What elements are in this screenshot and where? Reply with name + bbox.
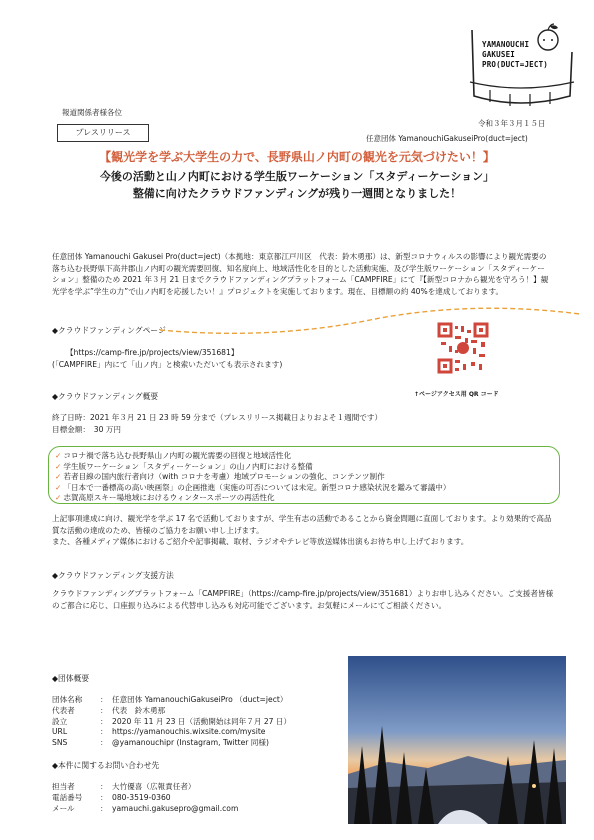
logo-line: GAKUSEI (482, 50, 516, 59)
table-row: 設立 ： 2020 年 11 月 23 日（活動開始は同年７月 27 日） (52, 716, 292, 726)
contact-heading: ◆本件に関するお問い合わせ先 (52, 761, 160, 770)
row-value: 代表 鈴木勇那 (112, 705, 166, 715)
row-key: SNS (52, 738, 68, 748)
row-value-email[interactable]: yamauchi.gakusepro@gmail.com (112, 803, 239, 813)
row-value: 2020 年 11 月 23 日（活動開始は同年７月 27 日） (112, 716, 292, 726)
organization-name: 任意団体 YamanouchiGakuseiPro(duct=ject) (366, 134, 528, 143)
table-row: メール ： yamauchi.gakusepro@gmail.com (52, 803, 239, 813)
row-key: 担当者 (52, 782, 75, 791)
check-icon: ✓ (55, 461, 62, 471)
table-row: 代表者 ： 代表 鈴木勇那 (52, 706, 291, 717)
intro-paragraph: 任意団体 Yamanouchi Gakusei Pro(duct=ject)（本拠地：東京都江戸川区 代表：鈴木勇那）は、新型コロナウィルスの影響により観光需要の落ち込む長野県下高井郡山ノ内町の観光需要回復、知名度向上、地域活性化を目的とした活動実施、及び学生版ワーケーション「スタディーケーション」整備のため 2021 年３月 21 日までクラウドファンディングプラットフォーム「CAMPFIRE」にて『【新型コロナから観光を守ろう！】観光学を学ぶ”学生の力”で山ノ内町を応援したい！』プロジェクトを実施しております。現在、目標額の約 40%を達成しております。 (52, 252, 549, 296)
logo-line: PRO(DUCT=JECT) (482, 60, 549, 69)
goal-item (55, 462, 559, 473)
row-value-url[interactable]: https://yamanouchis.wixsite.com/mysite (112, 727, 266, 737)
release-date: 令和３年３月１５日 (478, 119, 546, 128)
support-heading: ◆クラウドファンディング支援方法 (52, 571, 174, 580)
subtitle-line-2: 整備に向けたクラウドファンディングが残り一週間となりました！ (132, 187, 462, 200)
crowdfunding-url[interactable]: 【https://camp-fire.jp/projects/view/351681】 (66, 348, 239, 357)
press-release-label: プレスリリース (57, 124, 149, 142)
overview-heading: ◆クラウドファンディング概要 (52, 392, 159, 401)
subtitle-line-1: 今後の活動と山ノ内町における学生版ワーケーション「スタディーケーション」 (99, 170, 495, 183)
goal-text: 学生版ワーケーション「スタディーケーション」の山ノ内町における整備 (63, 461, 313, 471)
goal-text: 若者目線の国内旅行者向け（with コロナを考慮）地域プロモーションの強化、コンテンツ制作 (63, 472, 385, 482)
goal-item (55, 493, 559, 504)
row-value: @yamanouchipr (Instagram, Twitter 同様) (112, 738, 269, 748)
row-value: 任意団体 YamanouchiGakuseiPro （duct=ject） (112, 695, 288, 704)
row-key: 電話番号 (52, 792, 83, 802)
goals-list (49, 447, 559, 504)
row-value: 大竹優喜（広報責任者） (112, 782, 196, 791)
recipient: 報道関係者様各位 (62, 108, 122, 117)
search-note: (「CAMPFIRE」内にて「山ノ内」と検索いただいても表示されます) (52, 360, 283, 369)
goal-item (55, 451, 559, 462)
decorative-dashed-curve (150, 300, 590, 340)
goals-box (48, 446, 560, 504)
table-row: 電話番号 ： 080-3519-0360 (52, 793, 238, 804)
end-date: 終了日時：2021 年３月 21 日 23 時 59 分まで（プレスリリース掲載日よりおよそ１週間です） (52, 413, 383, 422)
table-row: SNS ： @yamanouchipr (Instagram, Twitter 同様) (52, 738, 291, 749)
logo-line: YAMANOUCHI (482, 40, 530, 49)
check-icon: ✓ (55, 472, 62, 482)
headline: 【観光学を学ぶ大学生の力で、長野県山ノ内町の観光を元気づけたい！】 (99, 150, 495, 164)
logo (460, 22, 580, 122)
goal-item (55, 483, 559, 494)
landscape-photo (348, 656, 566, 824)
qr-caption: ↑ページアクセス用 QR コード (414, 391, 499, 398)
goal-text: コロナ禍で落ち込む長野県山ノ内町の観光需要の回復と地域活性化 (63, 451, 292, 460)
row-value: 080-3519-0360 (112, 792, 171, 802)
qr-code (437, 322, 489, 374)
check-icon: ✓ (55, 482, 62, 492)
check-icon: ✓ (55, 451, 62, 460)
row-key: 設立 (52, 716, 68, 726)
group-info-table (52, 695, 291, 749)
support-text: クラウドファンディングプラットフォーム「CAMPFIRE」（https://camp-fire.jp/projects/view/351681）よりお申し込みください。ご支援者皆様のご都合に応じ、口座振り込みによる代替申し込みも対応可能でございます。お気軽にメールにてご相談ください。 (52, 589, 554, 610)
target-amount: 目標金額： 30 万円 (52, 425, 122, 434)
check-icon: ✓ (55, 493, 62, 503)
outro-paragraph: 上記事項達成に向け、観光学を学ぶ 17 名で活動しておりますが、学生有志の活動であることから資金問題に直面しております。より効果的で高品質な活動の達成のため、皆様のご協力をお願い申し上げます。 また、各種メディア媒体におけるご紹介や記事掲載、取材、ラジオやテレビ等放送媒体出演もお待ち申し上げております。 (52, 514, 552, 547)
row-key: URL (52, 727, 68, 737)
row-key: 代表者 (52, 705, 75, 715)
goal-item (55, 472, 559, 483)
logo-graphic (460, 22, 580, 122)
goal-text: 志賀高原スキー場地域におけるウィンタースポーツの再活性化 (63, 493, 275, 503)
contact-info-table (52, 782, 238, 814)
sunset-mountain-image (348, 656, 566, 824)
group-heading: ◆団体概要 (52, 674, 90, 683)
qr-code-graphic (437, 322, 489, 374)
logo-text (482, 40, 548, 70)
table-row: URL ： https://yamanouchis.wixsite.com/mysite (52, 727, 291, 738)
table-row: 団体名称 ： 任意団体 YamanouchiGakuseiPro （duct=ject） (52, 695, 291, 706)
table-row: 担当者 ： 大竹優喜（広報責任者） (52, 782, 238, 793)
row-key: 団体名称 (52, 695, 83, 704)
goal-text: 「日本で一番標高の高い映画祭」の企画推進（実施の可否については未定。新型コロナ感染状況を鑑みて審議中） (63, 482, 451, 492)
crowdfunding-page-heading: ◆クラウドファンディングページ (52, 326, 166, 335)
row-key: メール (52, 803, 75, 813)
